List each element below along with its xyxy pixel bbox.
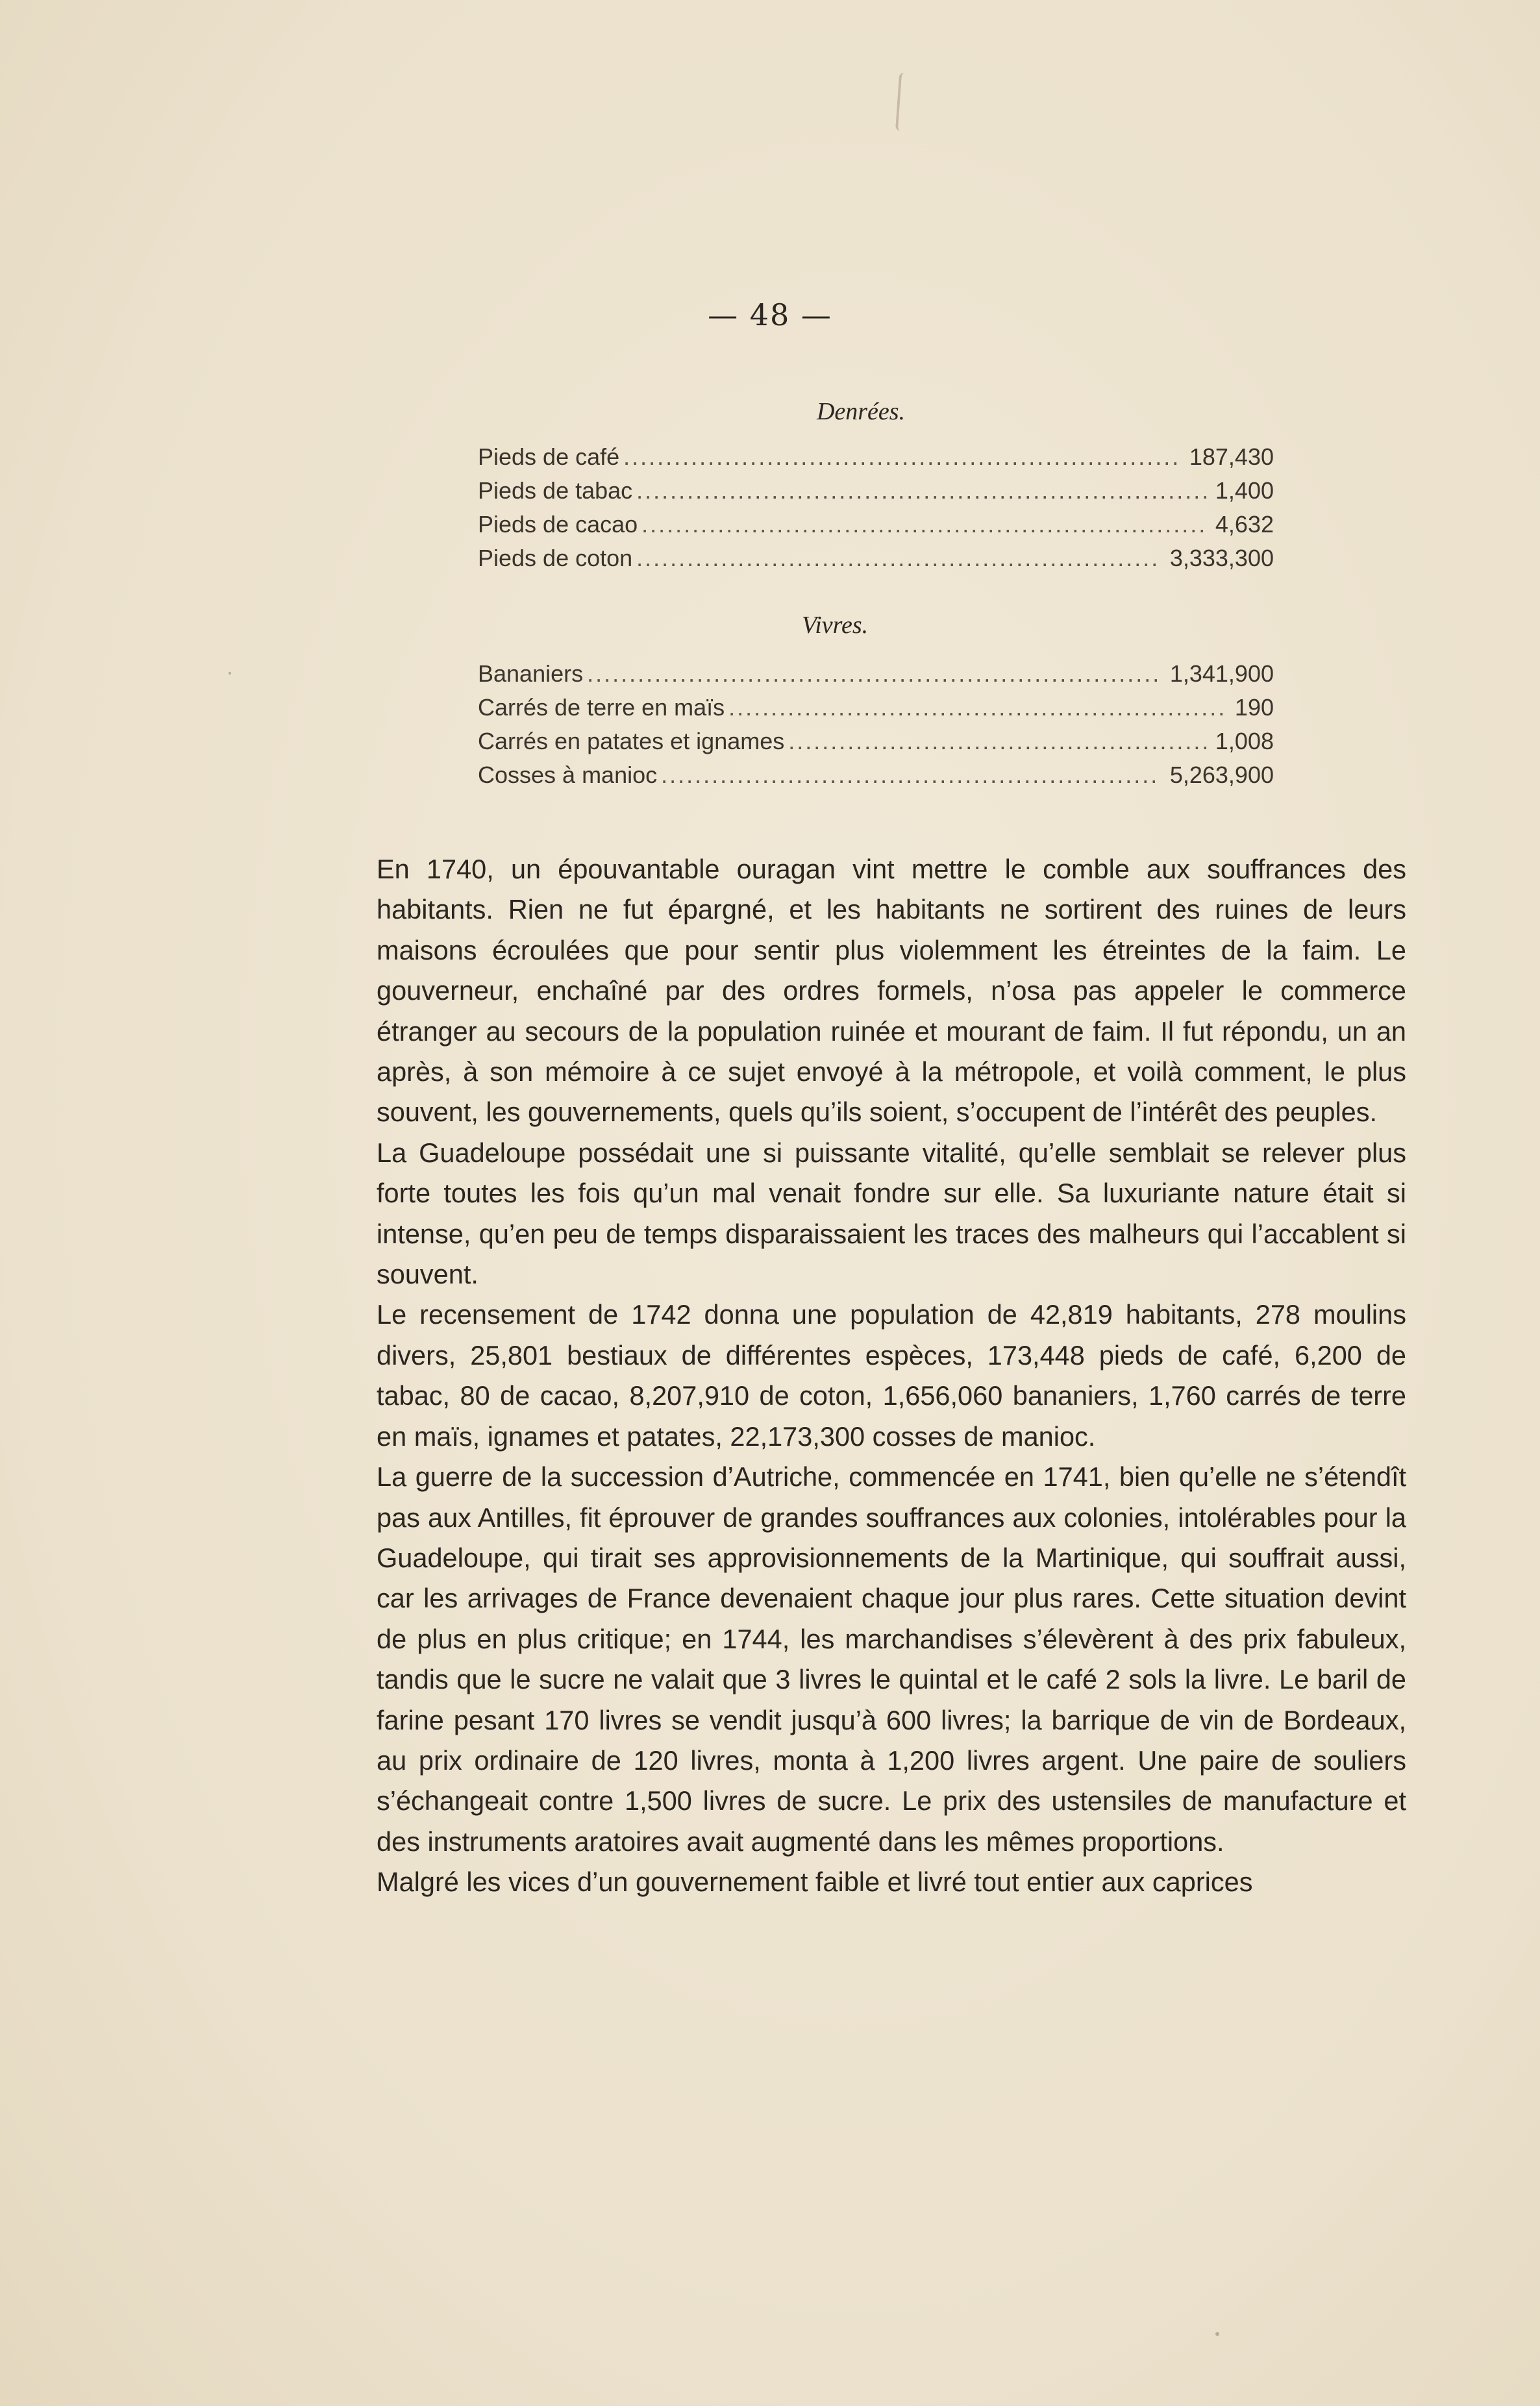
table-row (478, 758, 1274, 792)
row-label: Pieds de cacao (478, 511, 638, 538)
row-value: 1,341,900 (1169, 660, 1274, 687)
table-row (478, 725, 1274, 758)
row-value: 187,430 (1189, 443, 1274, 470)
row-value: 190 (1234, 694, 1274, 721)
dot-leader (728, 691, 1226, 725)
table-row (478, 541, 1274, 575)
row-value: 3,333,300 (1169, 545, 1274, 571)
paragraph: Le recensement de 1742 donna une population de 42,819 habitants, 278 moulins divers, 25,801 bestiaux de différentes espèces, 173,448 pieds de café, 6,200 de tabac, 80 de cacao, 8,207,910 de coton, 1,656,060 bananiers, 1,760 carrés de terre en maïs, ignames et patates, 22,173,300 cosses de manioc. (377, 1299, 1406, 1452)
paragraph: La Guadeloupe possédait une si puissante vitalité, qu’elle semblait se relever plus forte toutes les fois qu’un mal venait fondre sur elle. Sa luxuriante nature était si intense, qu’en peu de temps disparaissaient les traces des malheurs qui l’accablent si souvent. (377, 1137, 1406, 1290)
row-value: 1,008 (1215, 728, 1274, 754)
paragraph: Malgré les vices d’un gouvernement faible et livré tout entier aux caprices (377, 1867, 1253, 1898)
row-label: Carrés en patates et ignames (478, 728, 785, 754)
paper-speck (1215, 2332, 1219, 2336)
row-value: 4,632 (1215, 511, 1274, 538)
vivres-heading: Vivres. (801, 612, 869, 639)
dot-leader (623, 440, 1180, 474)
dot-leader (636, 541, 1161, 575)
dot-leader (788, 725, 1206, 758)
paragraph: La guerre de la succession d’Autriche, commencée en 1741, bien qu’elle ne s’étendît pas aux Antilles, fit éprouver de grandes souffrances aux colonies, intolérables pour la Guadeloupe, qui tirait ses approvisionnements de la Martinique, qui souffrait aussi, car les arrivages de France devenaient chaque jour plus rares. Cette situation devint de plus en plus critique; en 1744, les marchandises s’élevèrent à des prix fabuleux, tandis que le sucre ne valait que 3 livres le quintal et le café 2 sols la livre. Le baril de farine pesant 170 livres se vendit jusqu’à 600 livres; la barrique de vin de Bordeaux, au prix ordinaire de 120 livres, monta à 1,200 livres argent. Une paire de souliers s’échangeait contre 1,500 livres de sucre. Le prix des ustensiles de manufacture et des instruments aratoires avait augmenté dans les mêmes proportions. (377, 1461, 1406, 1857)
body-text (377, 849, 1406, 1903)
row-value: 1,400 (1215, 477, 1274, 504)
row-label: Carrés de terre en maïs (478, 694, 725, 721)
table-row (478, 657, 1274, 691)
table-row (478, 440, 1274, 474)
row-value: 5,263,900 (1169, 762, 1274, 788)
table-row (478, 508, 1274, 541)
table-row (478, 474, 1274, 508)
vivres-table (478, 657, 1274, 792)
row-label: Cosses à manioc (478, 762, 658, 788)
paragraph: En 1740, un épouvantable ouragan vint mettre le comble aux souffrances des habitants. Rien ne fut épargné, et les habitants ne sortirent des ruines de leurs maisons écroulées que pour sentir plus violemment les étreintes de la faim. Le gouverneur, enchaîné par des ordres formels, n’osa pas appeler le commerce étranger au secours de la population ruinée et mourant de faim. Il fut répondu, un an après, à son mémoire à ce sujet envoyé à la métropole, et voilà comment, le plus souvent, les gouvernements, quels qu’ils soient, s’occupent de l’intérêt des peuples. (377, 854, 1406, 1128)
page-number: — 48 — (708, 297, 832, 332)
row-label: Pieds de café (478, 443, 620, 470)
denrees-heading: Denrées. (816, 398, 906, 425)
dot-leader (636, 474, 1206, 508)
row-label: Pieds de tabac (478, 477, 633, 504)
row-label: Bananiers (478, 660, 584, 687)
dot-leader (587, 657, 1161, 691)
row-label: Pieds de coton (478, 545, 633, 571)
dot-leader (641, 508, 1206, 541)
denrees-table (478, 440, 1274, 575)
paper-speck (229, 672, 231, 675)
dot-leader (661, 758, 1161, 792)
table-row (478, 691, 1274, 725)
